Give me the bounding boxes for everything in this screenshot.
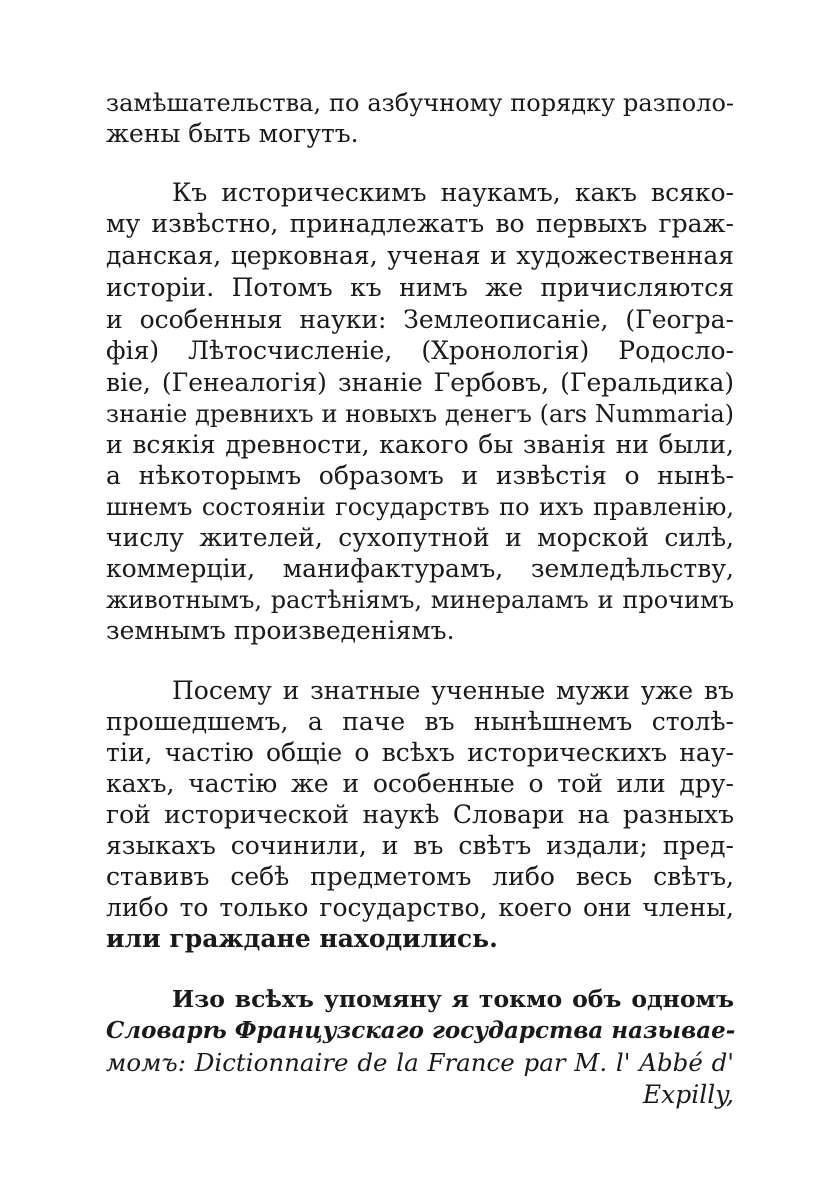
text-line: или граждане находились. (106, 924, 498, 953)
text-line: фiя) Лѣтосчисленiе, (Хронологiя) Родосло- (106, 336, 734, 365)
text-line: земнымъ произведенiямъ. (106, 616, 455, 645)
text-line: Къ историческимъ наукамъ, какъ всяко- (172, 178, 734, 207)
text-line: исторiи. Потомъ къ нимъ же причисляются (106, 273, 734, 302)
text-line: Посему и знатные ученные мужи уже въ (172, 676, 734, 705)
text-line: и всякiя древности, какого бы званiя ни были, (106, 430, 734, 459)
text-line: языкахъ сочинили, и въ свѣтъ издали; пред- (106, 831, 734, 860)
text-line: кахъ, частiю же и особенные о той или дру- (106, 769, 734, 798)
text-line: вiе, (Генеалогiя) знанiе Гербовъ, (Геральдика) (106, 368, 734, 397)
text-line: Изо всѣхъ упомяну я токмо объ одномъ (172, 985, 734, 1013)
text-line: Словарѣ Французскаго государства называе- (106, 1017, 736, 1044)
text-line: замѣшательства, по азбучному порядку разполо- (106, 89, 734, 117)
text-line: животнымъ, растѣнiямъ, минераламъ и прочимъ (106, 586, 734, 614)
text-line: коммерцiи, манифактурамъ, земледѣльству, (106, 554, 734, 583)
text-line: данская, церковная, ученая и художественная (106, 241, 734, 270)
text-line: либо то только государство, коего они члены, (106, 893, 734, 922)
text-line: знанiе древнихъ и новыхъ денегъ (ars Nummaria) (106, 400, 734, 428)
text-line: а нѣкоторымъ образомъ и извѣстiя о нынѣ- (106, 461, 734, 490)
text-line: му извѣстно, принадлежатъ во первыхъ граж- (106, 209, 734, 238)
text-line: жены быть могутъ. (106, 119, 359, 148)
text-line: числу жителей, сухопутной и морской силѣ, (106, 523, 734, 552)
text-line: момъ: Dictionnaire de la France par M. l' Abbé d' (106, 1048, 734, 1077)
text-line: и особенныя науки: Землеописанiе, (Геогра- (106, 305, 734, 334)
text-line: прошедшемъ, а паче въ нынѣшнемъ столѣ- (106, 707, 734, 736)
text-line: тiи, частiю общiе о всѣхъ историческихъ нау- (106, 738, 734, 767)
text-line: Expilly, (642, 1080, 734, 1109)
text-line: ставивъ себѣ предметомъ либо весь свѣтъ, (106, 862, 734, 891)
text-line: гой исторической наукѣ Словари на разныхъ (106, 800, 734, 829)
text-line: шнемъ состоянiи государствъ по ихъ правленiю, (106, 493, 734, 521)
